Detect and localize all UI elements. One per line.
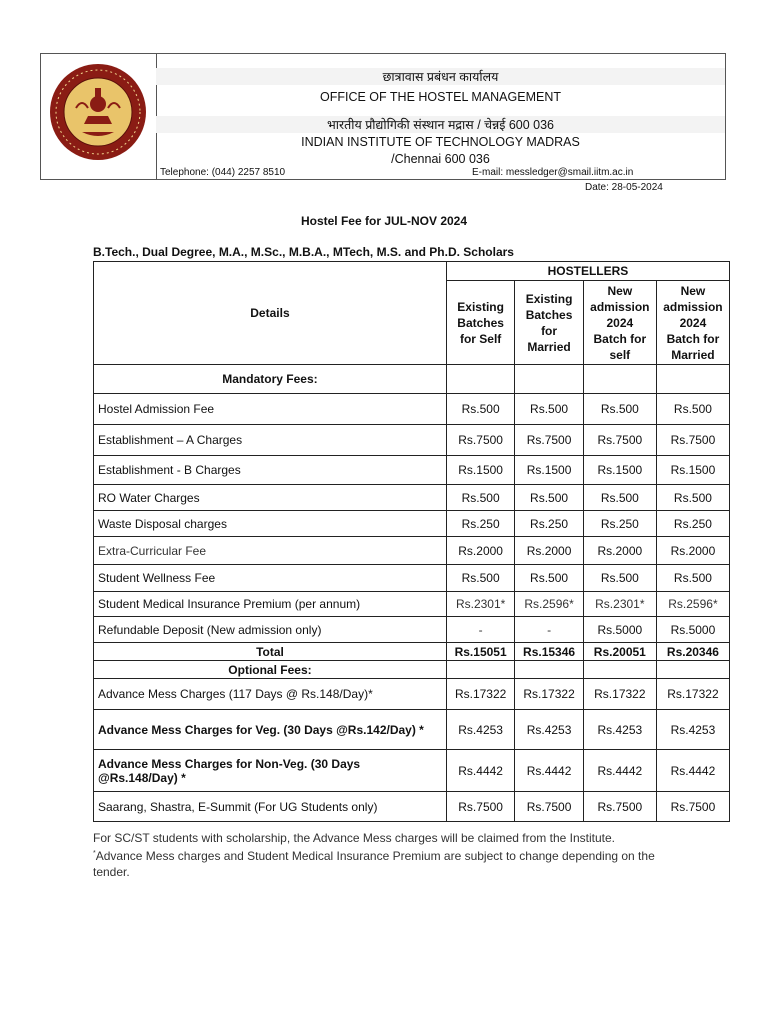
mandatory-section-row: [94, 365, 730, 394]
total-label: Total: [94, 643, 447, 661]
col-header-existing-married: Existing Batches for Married: [515, 281, 583, 365]
hostellers-header: HOSTELLERS: [446, 262, 729, 281]
optional-section-row: [94, 661, 730, 679]
col-header-new-self: New admission 2024 Batch for self: [583, 281, 656, 365]
header-row-top: [94, 262, 730, 281]
table-row: Waste Disposal charges Rs.250 Rs.250 Rs.250 Rs.250: [94, 511, 730, 537]
programs-line: B.Tech., Dual Degree, M.A., M.Sc., M.B.A., MTech, M.S. and Ph.D. Scholars: [93, 245, 514, 259]
letterhead: [40, 53, 726, 180]
footnote-tender: *Advance Mess charges and Student Medical Insurance Premium are subject to change depending on the tender.: [93, 849, 655, 879]
hindi-office-name: छात्रावास प्रबंधन कार्यालय: [156, 68, 725, 85]
table-row: RO Water Charges Rs.500 Rs.500 Rs.500 Rs.500: [94, 485, 730, 511]
table-row: Refundable Deposit (New admission only) - - Rs.5000 Rs.5000: [94, 617, 730, 643]
table-row: Establishment – A Charges Rs.7500 Rs.7500 Rs.7500 Rs.7500: [94, 425, 730, 456]
total-row: Total Rs.15051 Rs.15346 Rs.20051 Rs.20346: [94, 643, 730, 661]
footnote-scst: For SC/ST students with scholarship, the Advance Mess charges will be claimed from the Institute.: [93, 831, 616, 845]
telephone: Telephone: (044) 2257 8510: [160, 167, 286, 178]
table-row: Extra-Curricular Fee Rs.2000 Rs.2000 Rs.2000 Rs.2000: [94, 537, 730, 565]
col-header-new-married: New admission 2024 Batch for Married: [656, 281, 729, 365]
table-row: Saarang, Shastra, E-Summit (For UG Students only) Rs.7500 Rs.7500 Rs.7500 Rs.7500: [94, 792, 730, 822]
office-name: OFFICE OF THE HOSTEL MANAGEMENT: [320, 90, 561, 104]
col-header-existing-self: Existing Batches for Self: [446, 281, 514, 365]
footnotes: [93, 830, 673, 880]
table-row: Student Wellness Fee Rs.500 Rs.500 Rs.500 Rs.500: [94, 565, 730, 592]
table-row: Student Medical Insurance Premium (per annum) Rs.2301* Rs.2596* Rs.2301* Rs.2596*: [94, 592, 730, 617]
table-row: Advance Mess Charges for Veg. (30 Days @Rs.142/Day) * Rs.4253 Rs.4253 Rs.4253 Rs.4253: [94, 710, 730, 750]
email: E-mail: messledger@smail.iitm.ac.in: [472, 167, 634, 178]
fee-table: [93, 261, 730, 822]
optional-label: Optional Fees:: [94, 661, 447, 679]
logo-cell: [41, 54, 157, 179]
institute-name: INDIAN INSTITUTE OF TECHNOLOGY MADRAS: [301, 135, 580, 149]
document-title: Hostel Fee for JUL-NOV 2024: [300, 214, 468, 228]
hindi-institute-name: भारतीय प्रौद्योगिकी संस्थान मद्रास / चेन्नई 600 036: [156, 116, 725, 133]
table-row: Advance Mess Charges (117 Days @ Rs.148/Day)* Rs.17322 Rs.17322 Rs.17322 Rs.17322: [94, 679, 730, 710]
iitm-logo-icon: [48, 62, 148, 162]
mandatory-label: Mandatory Fees:: [94, 365, 447, 394]
table-row: Hostel Admission Fee Rs.500 Rs.500 Rs.500 Rs.500: [94, 394, 730, 425]
table-row: Establishment - B Charges Rs.1500 Rs.1500 Rs.1500 Rs.1500: [94, 456, 730, 485]
details-header: Details: [94, 262, 447, 365]
table-row: Advance Mess Charges for Non-Veg. (30 Days @Rs.148/Day) * Rs.4442 Rs.4442 Rs.4442 Rs.4442: [94, 750, 730, 792]
institute-city: /Chennai 600 036: [391, 152, 490, 166]
document-date: Date: 28-05-2024: [585, 182, 663, 193]
